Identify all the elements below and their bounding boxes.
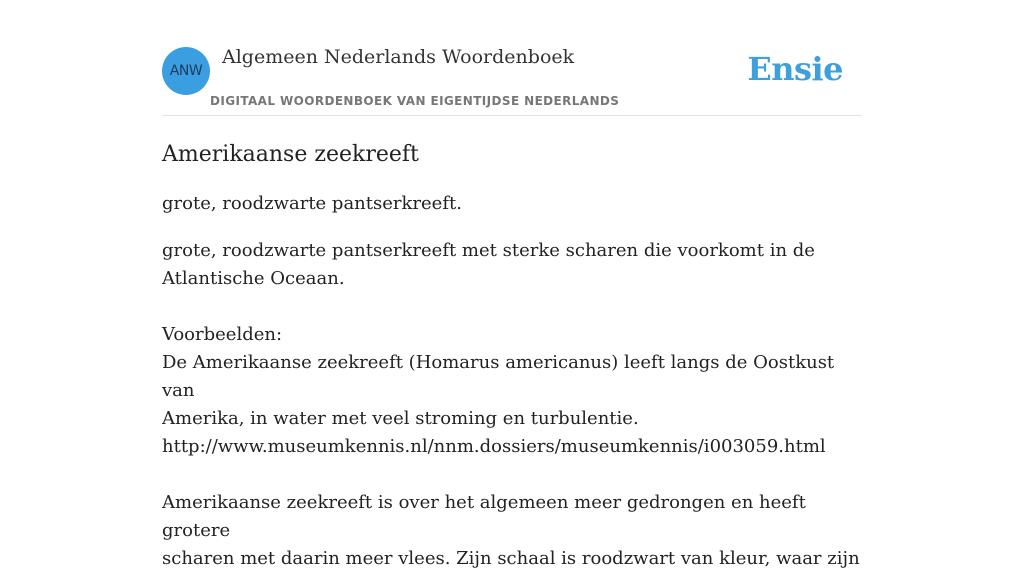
examples-label: Voorbeelden:: [162, 324, 283, 345]
spacer: [162, 461, 862, 489]
example-line: Amerikaanse zeekreeft is over het algemeen meer gedrongen en heeft grotere: [162, 492, 806, 541]
header-divider: [162, 115, 862, 116]
definition-line: grote, roodzwarte pantserkreeft met sterke scharen die voorkomt in de: [162, 240, 815, 261]
dictionary-title[interactable]: Algemeen Nederlands Woordenboek: [222, 46, 575, 68]
definition-line: Atlantische Oceaan.: [162, 268, 345, 289]
definition-body: [162, 237, 862, 573]
entry-content: [162, 140, 862, 573]
headword: Amerikaanse zeekreeft: [162, 142, 419, 167]
spacer: [162, 293, 862, 321]
ensie-brand-logo[interactable]: Ensie: [747, 50, 843, 88]
example-line: De Amerikaanse zeekreeft (Homarus americanus) leeft langs de Oostkust van: [162, 352, 835, 401]
example-line: Amerika, in water met veel stroming en turbulentie.: [162, 408, 639, 429]
short-definition: grote, roodzwarte pantserkreeft.: [162, 193, 462, 214]
example-line: scharen met daarin meer vlees. Zijn schaal is roodzwart van kleur, waar zijn: [162, 548, 860, 569]
logo-text: ANW: [169, 63, 203, 79]
example-source: http://www.museumkennis.nl/nnm.dossiers/museumkennis/i003059.html: [162, 436, 826, 457]
anw-logo[interactable]: [162, 47, 210, 95]
dictionary-subtitle: DIGITAAL WOORDENBOEK VAN EIGENTIJDSE NEDERLANDS: [210, 94, 620, 108]
